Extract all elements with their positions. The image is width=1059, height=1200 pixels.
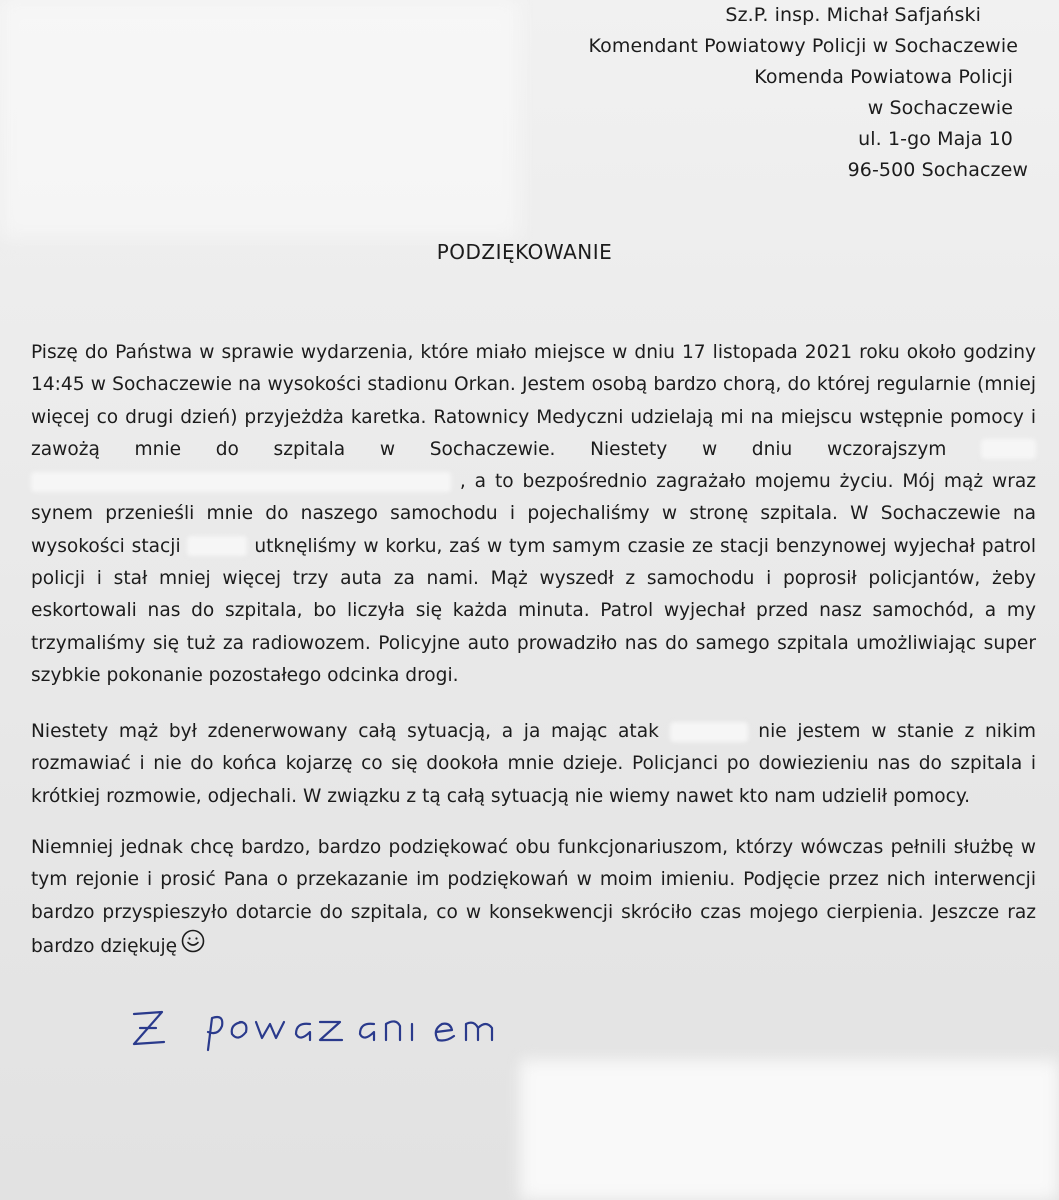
recipient-street: ul. 1-go Maja 10 (858, 128, 1013, 150)
redacted-area-top-left (0, 0, 520, 238)
paragraph-3-text: Niemniej jednak chcę bardzo, bardzo podziękować obu funkcjonariuszom, którzy wówczas pełnili służbę w tym rejonie i prosić Pana o przekazanie im podziękowań w moim imieniu. Podjęcie przez nich interwencji bardzo przyspieszyło dotarcie do szpitala, co w konsekwencji skróciło czas mojego cierpienia. Jeszcze raz bardzo dziękuję (31, 837, 1036, 958)
recipient-position: Komendant Powiatowy Policji w Sochaczewie (588, 35, 1018, 57)
recipient-postal: 96-500 Sochaczew (847, 159, 1028, 181)
redacted-text (31, 472, 451, 492)
redacted-text (670, 722, 748, 742)
handwritten-signature (120, 1000, 520, 1064)
paragraph-2 (31, 716, 1036, 813)
paragraph-1-part-c: utknęliśmy w korku, zaś w tym samym czasie ze stacji benzynowej wyjechał patrol policji i stał mniej więcej trzy auta za nami. Mąż wyszedł z samochodu i poprosił policjantów, żeby eskortowali nas do szpitala, bo liczyła się każda minuta. Patrol wyjechał przed nasz samochód, a my trzymaliśmy się tuż za radiowozem. Policyjne auto prowadziło nas do samego szpitala umożliwiając super szybkie pokonanie pozostałego odcinka drogi. (31, 535, 1036, 686)
paragraph-1 (31, 337, 1036, 692)
recipient-office-city: w Sochaczewie (867, 97, 1013, 119)
recipient-office: Komenda Powiatowa Policji (754, 66, 1013, 88)
redacted-text (187, 536, 247, 556)
paragraph-1-part-b: , a to bezpośrednio zagrażało mojemu życiu. Mój mąż wraz synem przenieśli mnie do naszego samochodu i pojechaliśmy w stronę szpitala. W Sochaczewie na wysokości stacji (31, 471, 1036, 557)
signature-graphic (120, 1000, 520, 1060)
paragraph-3 (31, 832, 1036, 964)
recipient-name: Sz.P. insp. Michał Safjański (725, 4, 981, 26)
paragraph-1-part-a: Piszę do Państwa w sprawie wydarzenia, które miało miejsce w dniu 17 listopada 2021 roku około godziny 14:45 w Sochaczewie na wysokości stadionu Orkan. Jestem osobą bardzo chorą, do której regularnie (mniej więcej co drugi dzień) przyjeżdża karetka. Ratownicy Medyczni udzielają mi na miejscu wstępnie pomocy i zawożą mnie do szpitala w Sochaczewie. Niestety w dniu wczorajszym (31, 342, 1036, 460)
redacted-text (981, 439, 1036, 459)
redacted-area-bottom-right (520, 1060, 1059, 1200)
recipient-address (589, 0, 1029, 186)
paragraph-2-part-b: nie jestem w stanie z nikim rozmawiać i nie do końca kojarzę co się dookoła mnie dzieje. Policjanci po dowiezieniu nas do szpitala i krótkiej rozmowie, odjechali. W związku z tą całą sytuacją nie wiemy nawet kto nam udzielił pomocy. (31, 721, 1037, 807)
smiley-face-icon (181, 929, 205, 964)
letter-title: PODZIĘKOWANIE (436, 240, 613, 264)
paragraph-2-part-a: Niestety mąż był zdenerwowany całą sytuacją, a ja mając atak (31, 721, 659, 742)
